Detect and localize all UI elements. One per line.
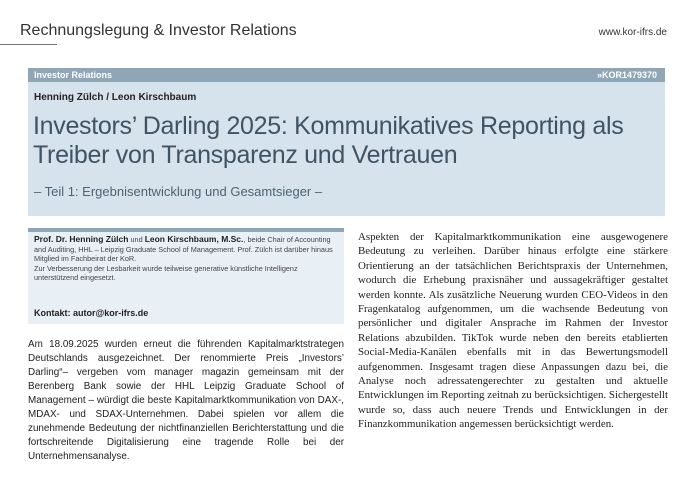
author-name-1: Prof. Dr. Henning Zülch [34, 234, 129, 244]
author-info-box [28, 228, 344, 324]
article-code: »KOR1479370 [596, 70, 657, 80]
body-left-column: Am 18.09.2025 wurden erneut die führenden Kapitalmarktstrategen Deutschlands ausgezeichnet. Der renommierte Preis „Investors’ Darling“– vergeben vom manager magazin gemeinsam mit der Berenberg Bank sowie der HHL Leipzig Graduate School of Management – würdigt die beste Kapitalmarktkommunikation von DAX-, MDAX- und SDAX-Unternehmen. Dabei spielen vor allem die zunehmende Bedeutung der nichtfinanziellen Berichterstattung und die fortschreitende Digitalisierung eine tragende Rolle bei der Unternehmensanalyse. [28, 339, 344, 462]
author-name-2: Leon Kirschbaum, M.Sc. [144, 234, 244, 244]
author-bio [34, 235, 340, 283]
author-conjunction: und [128, 235, 145, 244]
info-box-rule [28, 228, 344, 232]
contact-line[interactable]: Kontakt: autor@kor-ifrs.de [34, 308, 149, 318]
header-divider [0, 44, 57, 45]
author-affiliation: , beide Chair of Accounting and Auditing, HHL – Leipzig Graduate School of Management. Prof. Zülch ist darüber hinaus Mitglied im Fachbeirat der KoR. [34, 235, 333, 263]
journal-url[interactable]: www.kor-ifrs.de [598, 27, 667, 38]
ai-note: Zur Verbesserung der Lesbarkeit wurde teilweise generative künstliche Intelligenz unterstützend eingesetzt. [34, 263, 298, 282]
section-title: Rechnungslegung & Investor Relations [20, 22, 297, 39]
article-title: Investors’ Darling 2025: Kommunikatives Reporting als Treiber von Transparenz und Vertrauen [33, 112, 624, 169]
article-subtitle: – Teil 1: Ergebnisentwicklung und Gesamtsieger – [34, 184, 323, 199]
body-right-column: Aspekten der Kapitalmarktkommunikation eine ausgewogenere Bedeutung zu verleihen. Darüber hinaus erfolgte eine stärkere Orientierung an der tatsächlichen Berichtspraxis der Unternehmen, wodurch die Erhebung praxisnäher und aussagekräftiger gestaltet werden konnte. Als zusätzliche Neuerung wurden CEO-Videos in den Fragenkatalog aufgenommen, um die wachsende Bedeutung von persönlicher und digitaler Ansprache im Rahmen der Investor Relations abzubilden. TikTok wurde neben den bereits etablierten Social-Media-Kanälen ebenfalls mit in das Bewertungsmodell aufgenommen. Insgesamt tragen diese Anpassungen dazu bei, die Analyse noch adressatengerechter zu gestalten und aktuelle Entwicklungen im Reporting zeitnah zu berücksichtigen. Sichergestellt wurde so, dass auch neuere Trends und Entwicklungen in der Finanzkommunikation angemessen berücksichtigt werden. [358, 231, 668, 431]
category-bar [28, 68, 665, 82]
category-label: Investor Relations [34, 70, 113, 80]
article-banner [28, 68, 665, 216]
article-authors: Henning Zülch / Leon Kirschbaum [34, 92, 197, 103]
